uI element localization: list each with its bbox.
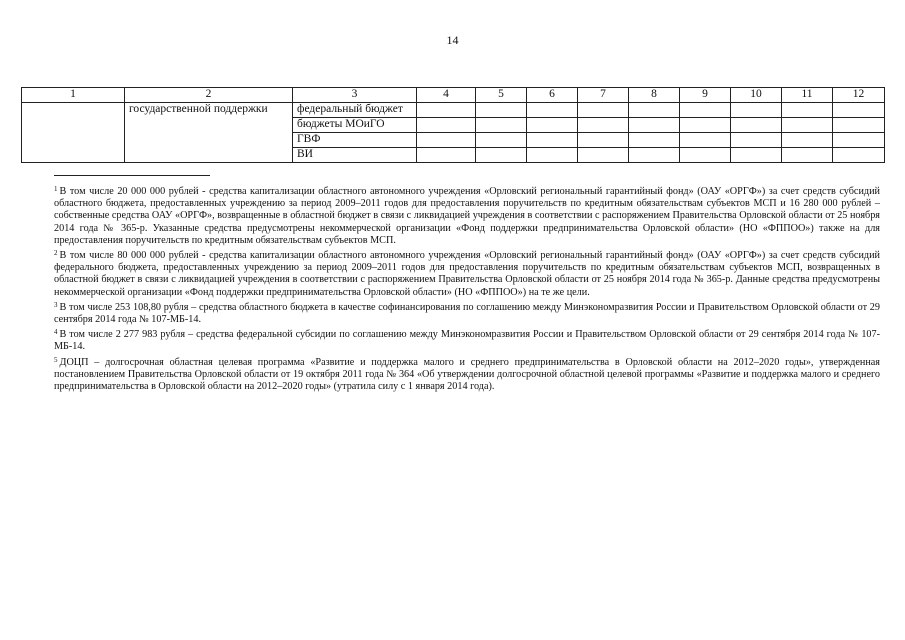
table-cell: [578, 148, 629, 163]
table-cell: [527, 133, 578, 148]
column-header: 12: [833, 88, 885, 103]
table-cell: [417, 133, 476, 148]
table-cell: [527, 103, 578, 118]
table-row: [22, 103, 885, 118]
footnotes: [54, 183, 880, 393]
page-number: 14: [446, 33, 459, 47]
table-cell: [578, 118, 629, 133]
table-cell: [782, 133, 833, 148]
column-header: 2: [125, 88, 293, 103]
column-header: 5: [476, 88, 527, 103]
table-cell: [731, 148, 782, 163]
footnote-text: ДОЦП – долгосрочная областная целевая программа «Развитие и поддержка малого и среднего предпринимательства в Орловской области на 2012–2020 годы», утвержденная постановлением Правительства Орловской области от 19 октября 2011 года № 364 «Об утверждении долгосрочной областной целевой программы «Развитие и поддержка малого и среднего предпринимательства в Орловской области на 2012–2020 годы» (утратила силу с 1 января 2014 года).: [54, 356, 880, 393]
column-header: 10: [731, 88, 782, 103]
footnote-number: 2: [54, 249, 58, 258]
footnote-separator: [54, 175, 210, 176]
column-header: 7: [578, 88, 629, 103]
table-cell: [731, 103, 782, 118]
footnote: [54, 354, 880, 394]
table-cell: [476, 103, 527, 118]
footnote-number: 5: [54, 355, 58, 364]
funding-source: ГВФ: [293, 133, 417, 148]
column-header: 11: [782, 88, 833, 103]
table-cell: [527, 148, 578, 163]
footnote-text: В том числе 20 000 000 рублей - средства капитализации областного автономного учреждения «Орловский региональный гарантийный фонд» (ОАУ «ОРГФ») за счет средств субсидий областного бюджета, предоставленных учреждению за период 2009–2011 годов для предоставления поручительств по кредитным обязательствам субъектов МСП и 16 280 000 рублей – собственные средства ОАУ «ОРГФ», возвращенные в областной бюджет в связи с ликвидацией учреждения в соответствии с распоряжением Правительства Орловской области от 25 ноября 2014 года № 365-р. Указанные средства предусмотрены некоммерческой организации «Фонд поддержки предпринимательства Орловской области» (НО «ФППОО») также на для предоставления поручительств по кредитным обязательствам субъектов МСП.: [54, 186, 880, 246]
table-cell: [833, 133, 885, 148]
footnote: [54, 326, 880, 353]
table-cell: [833, 103, 885, 118]
table-cell: [833, 118, 885, 133]
column-header: 1: [22, 88, 125, 103]
table-cell: [527, 118, 578, 133]
funding-source: федеральный бюджет: [293, 103, 417, 118]
table-cell: [417, 103, 476, 118]
table-cell: [476, 118, 527, 133]
table-cell: [22, 103, 125, 163]
table-cell: [782, 118, 833, 133]
table-cell: [578, 103, 629, 118]
table-cell: [629, 148, 680, 163]
row-label: государственной поддержки: [125, 103, 293, 163]
table-cell: [782, 148, 833, 163]
table-cell: [629, 133, 680, 148]
footnote-number: 4: [54, 328, 58, 337]
table-cell: [833, 148, 885, 163]
column-header: 8: [629, 88, 680, 103]
budget-table: [21, 87, 885, 163]
funding-source: ВИ: [293, 148, 417, 163]
column-header: 6: [527, 88, 578, 103]
footnote: [54, 183, 880, 247]
table-cell: [680, 148, 731, 163]
table-cell: [731, 118, 782, 133]
table-header-row: [22, 88, 885, 103]
table-cell: [629, 103, 680, 118]
table-cell: [578, 133, 629, 148]
footnote-text: В том числе 253 108,80 рубля – средства областного бюджета в качестве софинансирования по соглашению между Минэкономразвития России и Правительством Орловской области от 29 сентября 2014 года № 107-МБ-14.: [54, 301, 880, 326]
funding-source: бюджеты МОиГО: [293, 118, 417, 133]
table-cell: [417, 148, 476, 163]
table-cell: [476, 133, 527, 148]
table-cell: [782, 103, 833, 118]
footnote: [54, 247, 880, 299]
table-cell: [680, 118, 731, 133]
column-header: 9: [680, 88, 731, 103]
table-cell: [629, 118, 680, 133]
footnote: [54, 299, 880, 326]
footnote-number: 1: [54, 185, 58, 193]
footnote-text: В том числе 2 277 983 рубля – средства федеральной субсидии по соглашению между Минэкономразвития России и Правительством Орловской области от 29 сентября 2014 года № 107-МБ-14.: [54, 329, 880, 353]
table-cell: [680, 133, 731, 148]
column-header: 3: [293, 88, 417, 103]
column-header: 4: [417, 88, 476, 103]
table-cell: [476, 148, 527, 163]
table-cell: [680, 103, 731, 118]
table-cell: [417, 118, 476, 133]
footnote-text: В том числе 80 000 000 рублей - средства капитализации областного автономного учреждения «Орловский региональный гарантийный фонд» (ОАУ «ОРГФ») за счет средств субсидий федерального бюджета, предоставленных учреждению за период 2009–2011 годов для предоставления поручительств по кредитным обязательствам субъектов МСП, возвращенных в областной бюджет в связи с ликвидацией учреждения в соответствии с распоряжением Правительства Орловской области от 25 ноября 2014 года № 365-р. Данные средства предусмотрены некоммерческой организации «Фонд поддержки предпринимательства Орловской области» (НО «ФППОО») на те же цели.: [54, 250, 880, 298]
footnote-number: 3: [54, 300, 58, 309]
table-cell: [731, 133, 782, 148]
